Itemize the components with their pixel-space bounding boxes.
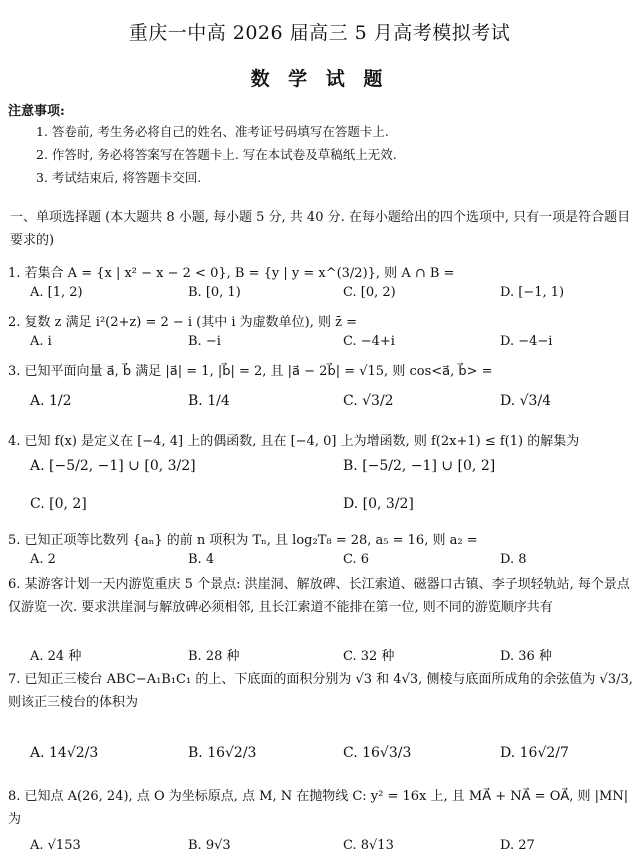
question-7-option-a: A. 14√2/3 <box>30 745 99 761</box>
question-3-stem: 3. 已知平面向量 a⃗, b⃗ 满足 |a⃗| = 1, |b⃗| = 2, 且 |a⃗ − 2b⃗| = √15, 则 cos<a⃗, b⃗> = <box>8 364 493 379</box>
section-heading: 一、单项选择题 (本大题共 8 小题, 每小题 5 分, 共 40 分. 在每小题给出的四个选项中, 只有一项是符合题目要求的) <box>10 210 631 248</box>
question-7-option-c: C. 16√3/3 <box>343 745 412 761</box>
question-7-option-d: D. 16√2/7 <box>500 745 569 761</box>
question-4-option-b: B. [−5/2, −1] ∪ [0, 2] <box>343 458 496 474</box>
page-subtitle: 数 学 试 题 <box>250 68 389 90</box>
question-2-option-d: D. −4−i <box>500 334 553 349</box>
question-4-option-c: C. [0, 2] <box>30 496 87 512</box>
question-1-stem: 1. 若集合 A = {x | x² − x − 2 < 0}, B = {y | y = x^(3/2)}, 则 A ∩ B = <box>8 266 455 281</box>
question-5-option-a: A. 2 <box>30 552 56 567</box>
notice-item-2: 2. 作答时, 务必将答案写在答题卡上. 写在本试卷及草稿纸上无效. <box>36 147 397 162</box>
question-6-option-a: A. 24 种 <box>30 649 82 664</box>
question-2-option-a: A. i <box>30 334 52 349</box>
question-6-option-b: B. 28 种 <box>188 649 240 664</box>
question-1-option-c: C. [0, 2) <box>343 285 396 300</box>
question-7-option-b: B. 16√2/3 <box>188 745 257 761</box>
question-3-option-c: C. √3/2 <box>343 393 394 409</box>
question-8-stem: 8. 已知点 A(26, 24), 点 O 为坐标原点, 点 M, N 在抛物线 C: y² = 16x 上, 且 MA⃗ + NA⃗ = OA⃗, 则 |MN| 为 <box>8 789 629 827</box>
question-6-option-c: C. 32 种 <box>343 649 395 664</box>
question-3-option-b: B. 1/4 <box>188 393 230 409</box>
notice-item-3: 3. 考试结束后, 将答题卡交回. <box>36 170 202 185</box>
question-2-option-c: C. −4+i <box>343 334 395 349</box>
question-3-option-a: A. 1/2 <box>30 393 72 409</box>
question-7-stem: 7. 已知正三棱台 ABC−A₁B₁C₁ 的上、下底面的面积分别为 √3 和 4√3, 侧棱与底面所成角的余弦值为 √3/3, 则该正三棱台的体积为 <box>8 672 633 710</box>
question-6-option-d: D. 36 种 <box>500 649 552 664</box>
question-8-option-c: C. 8√13 <box>343 838 394 853</box>
question-5-option-b: B. 4 <box>188 552 215 567</box>
question-5-option-d: D. 8 <box>500 552 527 567</box>
question-1-option-a: A. [1, 2) <box>30 285 83 300</box>
question-1-option-d: D. [−1, 1) <box>500 285 565 300</box>
question-6-stem: 6. 某游客计划一天内游览重庆 5 个景点: 洪崖洞、解放碑、长江索道、磁器口古镇、李子坝轻轨站, 每个景点仅游览一次. 要求洪崖洞与解放碑必须相邻, 且长江索道不能排在第一位, 则不同的游览顺序共有 <box>8 577 630 615</box>
question-3-option-d: D. √3/4 <box>500 393 552 409</box>
question-4-stem: 4. 已知 f(x) 是定义在 [−4, 4] 上的偶函数, 且在 [−4, 0] 上为增函数, 则 f(2x+1) ≤ f(1) 的解集为 <box>8 434 580 449</box>
question-8-option-d: D. 27 <box>500 838 535 853</box>
question-5-stem: 5. 已知正项等比数列 {aₙ} 的前 n 项积为 Tₙ, 且 log₂T₈ = 28, a₅ = 16, 则 a₂ = <box>8 533 478 548</box>
page-title: 重庆一中高 2026 届高三 5 月高考模拟考试 <box>128 22 511 44</box>
question-8-option-a: A. √153 <box>30 838 81 853</box>
question-2-stem: 2. 复数 z 满足 i²(2+z) = 2 − i (其中 i 为虚数单位), 则 z̄ = <box>8 315 358 330</box>
question-8-option-b: B. 9√3 <box>188 838 231 853</box>
notice-item-1: 1. 答卷前, 考生务必将自己的姓名、准考证号码填写在答题卡上. <box>36 124 389 139</box>
question-2-option-b: B. −i <box>188 334 221 349</box>
notice-heading: 注意事项: <box>8 104 65 119</box>
question-1-option-b: B. [0, 1) <box>188 285 241 300</box>
question-4-option-a: A. [−5/2, −1] ∪ [0, 3/2] <box>30 458 196 474</box>
question-5-option-c: C. 6 <box>343 552 370 567</box>
question-4-option-d: D. [0, 3/2] <box>343 496 414 512</box>
